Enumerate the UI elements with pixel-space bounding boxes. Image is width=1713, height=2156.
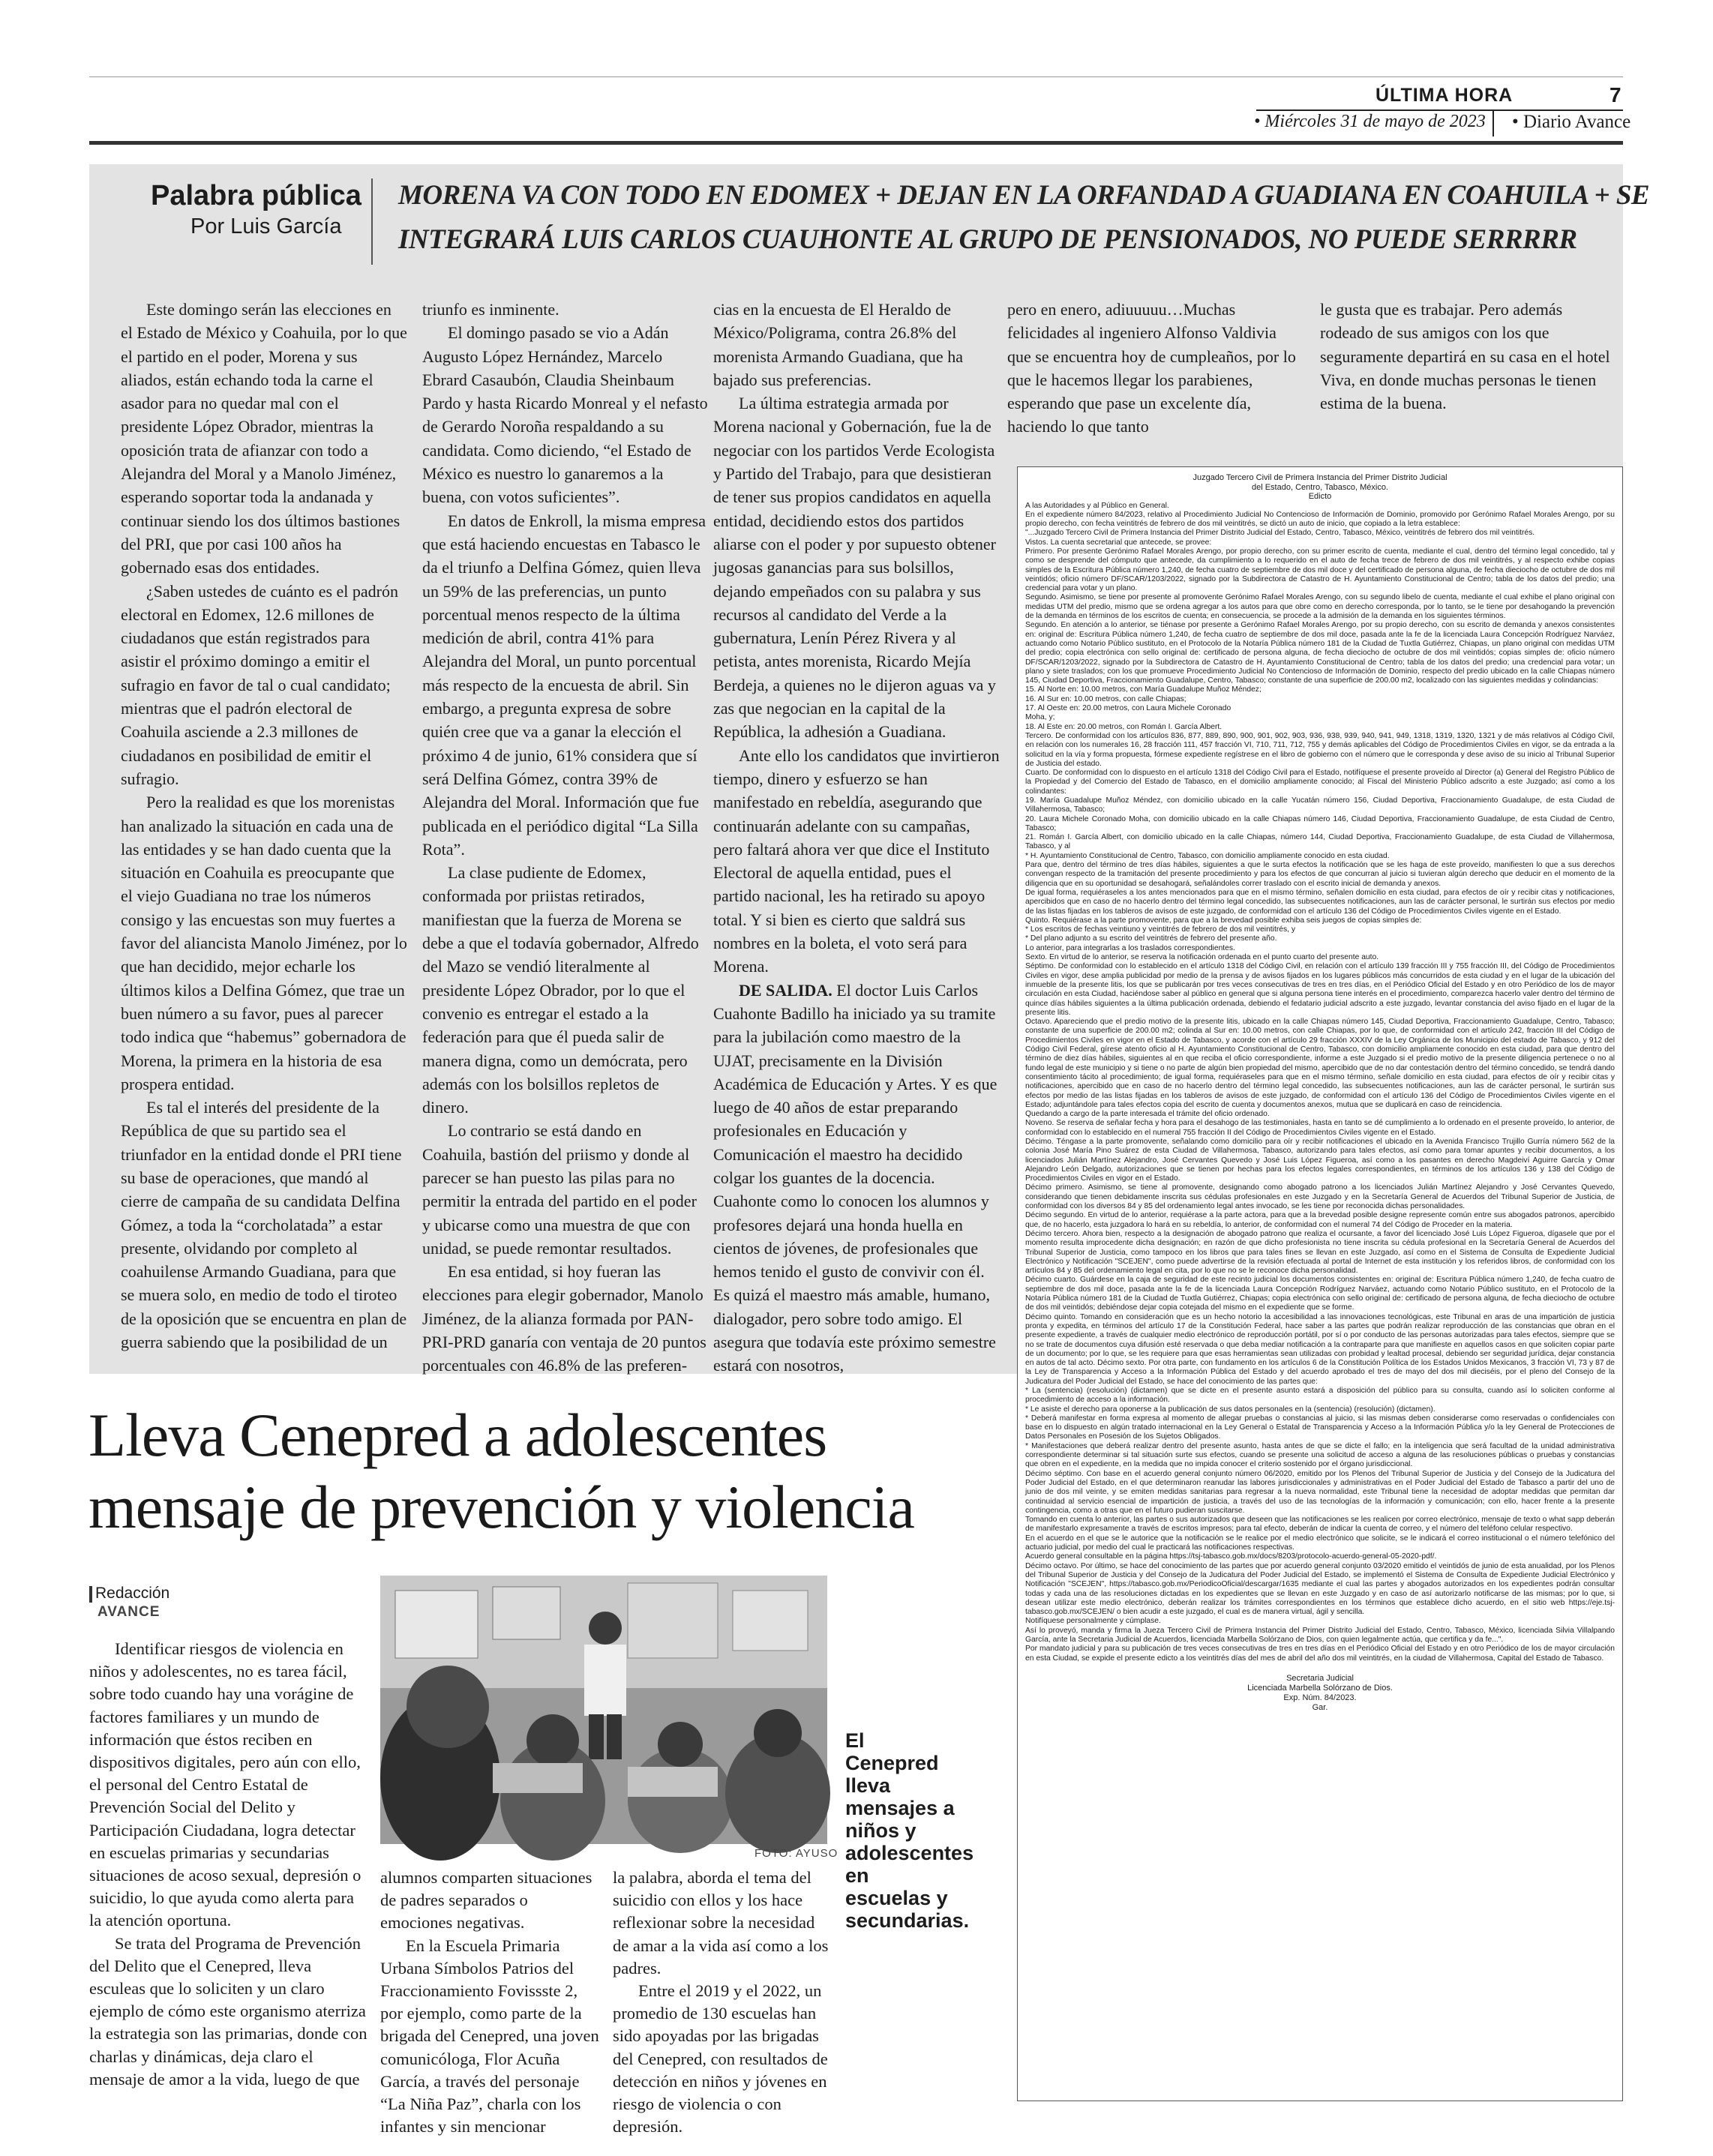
edict-paragraph: Notifíquese personalmente y cúmplase. [1025,1617,1161,1626]
edict-paragraph: Acuerdo general consultable en la página https://tsj-tabasco.gob.mx/docs/8203/protocolo-acuerdo-general-05-2020-pdf/. [1025,1552,1437,1561]
edict-signature: Exp. Núm. 84/2023. [1283,1693,1357,1702]
paragraph: La última estrategia armada por Morena nacional y Gobernación, fue la de negociar con los partidos Verde Ecologista y Partido del Trabajo, para que desistieran de tener sus propios candidatos en aquella entidad, decidiendo estos dos partidos aliarse con el poder y por supuesto obtener jugosas ganancias para sus bolsillos, dejando empeñados con su palabra y sus recursos al candidato del Verde a la gubernatura, Lenín Pérez Rivera y al petista, antes morenista, Ricardo Mejía Berdeja, a quienes no le dijeron aguas va y zas que negocian en la capital de la República, la adhesión a Guadiana. [713,394,996,742]
column-text-col2 [422,298,709,1375]
edict-paragraph: Segundo. Asimismo, se tiene por presente al promovente Gerónimo Rafael Morales Arengo, con su segundo libelo de cuenta, mediante el cual exhibe el plano original con medidas UTM del predio, mismo que se ordena agregar a los autos para que obre como en derecho corresponda, por lo tanto, se le tiene por desahogando la prevención de la demanda en términos de los escritos de cuenta; en consecuencia, se procede a la admisión de la demanda en los siguientes términos. [1025,593,1615,621]
paragraph: Pero la realidad es que los morenistas han analizado la situación en cada una de las entidades y se han dado cuenta que la situación en Coahuila es preocupante que el viejo Guadiana no trae los números consigo y las encuestas son muy fuertes a favor del aliancista Manolo Jiménez, por lo que han decidido, mejor echarle los últimos kilos a Delfina Gómez, que trae un buen número a su favor, pues al parecer todo indica que “habemus” gobernadora de Morena, la primera en la historia de esa prospera entidad. [121,793,407,1093]
paragraph: En datos de Enkroll, la misma empresa que está haciendo encuestas en Tabasco le da el triunfo a Delfina Gómez, quien lleva un 59% de las preferencias, un punto porcentual menos respecto de la última medición de abril, contra 41% para Alejandra del Moral, un punto porcentual más respecto de la encuesta de abril. Sin embargo, a pregunta expresa de sobre quién cree que va a ganar la elección el próximo 4 de junio, 61% considera que sí será Delfina Gómez, contra 39% de Alejandra del Moral. Información que fue publicada en el periódico digital “La Silla Rota”. [422,511,706,859]
column-text-col1 [121,298,407,1363]
byline-bar [89,1586,92,1603]
edict-paragraph: * Los escritos de fechas veintiuno y veintitrés de febrero de dos mil veintitrés, y [1025,925,1295,934]
paragraph: ¿Saben ustedes de cuánto es el padrón electoral en Edomex, 12.6 millones de ciudadanos que están registrados para asistir el próximo domingo a emitir el sufragio en favor de tal o cual candidato; mientras que el padrón electoral de Coahuila asciende a 2.3 millones de ciudadanos en posibilidad de emitir el sufragio. [121,581,398,788]
paragraph: Se trata del Programa de Prevención del Delito que el Cenepred, lleva esculeas que lo soliciten y un claro ejemplo de cómo este organismo aterriza la estrategia son las primarias, donde con charlas y dinámicas, deja claro el mensaje de amor a la vida, luego de que [89,1933,368,2089]
edict-paragraph: 17. Al Oeste en: 20.00 metros, con Laura Michele Coronado [1025,704,1232,713]
edict-paragraph: Para que, dentro del término de tres días hábiles, siguientes a que le surta efectos la notificación que se les haga de este proveído, manifiesten lo que a sus derechos convengan respecto de la tramitación del presente procedimiento y para los efectos de que concurran al juicio si tuvieran algún derecho que deducir en el momento de la diligencia que en su oportunidad se desahogará, señalándoles correr traslado con el escrito inicial de demanda y anexos. [1025,861,1615,888]
edict-paragraph: Segundo. En atención a lo anterior, se tiénase por presente a Gerónimo Rafael Morales Arengo, por su propio derecho, con su escrito de demanda y anexos consistentes en: original de: Escritura Pública número 1,240, de fecha cuatro de septiembre de dos mil doce, pasada ante la fe de la licenciada Laura Concepción Rodríguez Narváez, actuando como Notario Público sustituto, en el Protocolo de la Notaría Pública número 181 de la Ciudad de Tuxtla Gutiérrez, Chiapas, un plano original con medidas UTM del predio; copia electrónica con sello original de: certificado de persona alguna, de fecha dieciocho de octubre de dos mil veintidós; copias simples de: oficio número DF/SCAR/1203/2022, signado por la Subdirectora de Catastro de H. Ayuntamiento Constitucional de Centro; tabla de los datos del predio; una credencial para votar; un plano y siete traslados; con los que promueve Procedimiento Judicial No Contencioso de Información de Dominio, respecto del predio ubicado en la calle Chiapas número 145, Ciudad Deportiva, Fraccionamiento Guadalupe, Centro, Tabasco; constante de una superficie de 200.00 m2, localizado con las siguientes medidas y colindancias: [1025,621,1615,685]
newspaper-name: • Diario Avance [1512,112,1631,132]
edict-paragraph: Tomando en cuenta lo anterior, las partes o sus autorizados que deseen que las notificaciones se les realicen por correo electrónico, mensaje de texto o what sapp deberán de manifestarlo expresamente a través de escritos impresos; para tal efecto, deberán de indicar la cuenta de correo, y el número del teléfono celular respectivo. [1025,1516,1615,1534]
edict-paragraph: Quinto. Requiérase a la parte promovente, para que a la brevedad posible exhiba seis juegos de copias simples de: [1025,916,1422,925]
paragraph: cias en la encuesta de El Heraldo de México/Poligrama, contra 26.8% del morenista Armando Guadiana, que ha bajado sus preferencias. [713,300,963,389]
paragraph: pero en enero, adiuuuuu…Muchas felicidades al ingeniero Alfonso Valdivia que se encuentra hoy de cumpleaños, por lo que le hacemos llegar los parabienes, esperando que pase un excelente día, haciendo lo que tanto [1007,300,1296,436]
edict-paragraph: Noveno. Se reserva de señalar fecha y hora para el desahogo de las testimoniales, hasta en tanto se dé cumplimiento a lo ordenado en el presente proveído, lo anterior, de conformidad con lo establecido en el numeral 755 fracción II del Código de Procedimientos Civiles vigente en el Estado. [1025,1119,1615,1137]
edict-paragraph: Décimo segundo. En virtud de lo anterior, requiérase a la parte actora, para que a la brevedad posible designe represente común entre sus abogados patronos, apercibido que, de no hacerlo, esta juzgadora lo hará en su rebeldía, lo anterior, de conformidad con el numeral 74 del Código de Proceder en la materia. [1025,1211,1615,1229]
photo-credit: FOTO: AYUSO [754,1847,838,1860]
column-headline-line2: INTEGRARÁ LUIS CARLOS CUAUHONTE AL GRUPO DE PENSIONADOS, NO PUEDE SERRRRR [398,224,1577,255]
edict-heading: del Estado, Centro, Tabasco, México. [1251,482,1388,492]
edict-paragraph: En el acuerdo en el que se le autorice que la notificación se le realice por el medio electrónico que solicite, se le indicará el correo institucional o el número telefónico del actuario judicial, por medio del cual le practicará las notificaciones respectivas. [1025,1534,1615,1552]
article-text-col3 [613,1867,833,2137]
paragraph: Ante ello los candidatos que invirtieron tiempo, dinero y esfuerzo se han manifestado en rebeldía, asegurando que continuarán adelante con su campañas, pero faltará ahora ver que dice el Instituto Electoral de aquella entidad, pues el partido nacional, les ha retirado su apoyo total. Y si bien es cierto que saldrá sus nombres en la boleta, el voto será para Morena. [713,745,1000,976]
edict-paragraph: Por mandato judicial y para su publicación de tres veces consecutivas de tres en tres días en el Periódico Oficial del Estado y en otro Periódico de los de mayor circulación en esta Ciudad, se expide el presente edicto a los veintitrés días del mes de abril del año dos mil veintitrés, en la ciudad de Villahermosa, Capital del Estado de Tabasco. [1025,1645,1615,1663]
edict-paragraph: 18. Al Este en: 20.00 metros, con Román I. García Albert. [1025,722,1222,731]
edict-paragraph: En el expediente número 84/2023, relativo al Procedimiento Judicial No Contencioso de Información de Dominio, promovido por Gerónimo Rafael Morales Arengo, por su propio derecho, con fecha veintitrés de febrero de dos mil veintitrés, se dictó un auto de inicio, que copiado a la letra establece: [1025,510,1615,529]
edict-paragraph: Décimo. Téngase a la parte promovente, señalando como domicilio para oír y recibir notificaciones el ubicado en la Avenida Francisco Trujillo Gurría número 562 de la colonia José María Pino Suárez de esta Ciudad de Villahermosa, Tabasco, autorizando para tales efectos, así como para tomar apuntes y recibir documentos, a los licenciados Julián Martínez Alejandro, José Cervantes Quevedo y José Luis López Figueroa, así como a los pasantes en derecho Magdeiví Aguirre García y Omar Alejandro León Delgado, autorizaciones que se tienen por hechas para los efectos legales correspondientes, en términos de los artículos 136 y 138 del Código de Procedimientos Civiles en vigor en el Estado. [1025,1137,1615,1183]
edict-paragraph: Octavo. Apareciendo que el predio motivo de la presente litis, ubicado en la calle Chiapas número 145, Ciudad Deportiva, Fraccionamiento Guadalupe, Centro, Tabasco; constante de una superficie de 200.00 m2; colinda al Sur en: 10.00 metros, con calle Chiapas, por lo que, de conformidad con el artículo 242, fracción III del Código de Procedimientos Civiles en vigor en el Estado de Tabasco, y acorde con el artículo 29 fracción XXXIV de la Ley Orgánica de los Municipio del estado de Tabasco, y 912 del Código Civil Federal, gírese atento oficio al H. Ayuntamiento Constitucional de Centro, Tabasco, con domicilio ampliamente conocido en esta ciudad, para que dentro del término de diez días hábiles, siguientes al en que reciba el oficio correspondiente, informe a este Juzgado si el predio motivo de la presente diligencia pertenece o no al fundo legal de este municipio y si tiene o no parte de algún bien propiedad del mismo, apercibido que de no dar contestación dentro del término concedido, se tendrá dando consentimiento tácito al procedimiento; de igual forma, requiéraseles para que en el mismo término, señale domicilio en esta ciudad, para efectos de oír y recibir citas y notificaciones, apercibido que en caso de no hacerlo dentro del término legal concedido, las subsecuentes notificaciones, aun las de carácter personal, le surtirán sus efectos por medio de las listas fijadas en los tableros de avisos de este juzgado, de conformidad con el artículo 136 del Código de Procedimientos Civiles vigente en el Estado; adjuntándole para tales efectos copia del escrito de cuenta y documentos anexos, mutua que se duplicará en caso de reincidencia. [1025,1018,1615,1109]
paragraph: Lo contrario se está dando en Coahuila, bastión del priismo y donde al parecer se han puesto las pilas para no permitir la entrada del partido en el poder y ubicarse como una muestra de que con unidad, se puede remontar resultados. [422,1121,697,1258]
article-headline-line2: mensaje de prevención y violencia [88,1473,914,1541]
article-byline-source: AVANCE [98,1604,160,1620]
edict-heading: Juzgado Tercero Civil de Primera Instancia del Primer Distrito Judicial [1192,473,1448,482]
edict-paragraph: 16. Al Sur en: 10.00 metros, con calle Chiapas; [1025,694,1186,703]
edict-paragraph: A las Autoridades y al Público en General. [1025,501,1169,510]
paragraph: Entre el 2019 y el 2022, un promedio de 130 escuelas han sido apoyadas por las brigadas del Cenepred, con resultados de detección en niños y jóvenes en riesgo de violencia o con depresión. [613,1981,828,2137]
paragraph: Es tal el interés del presidente de la República de que su partido sea el triunfador en la entidad donde el PRI tiene su base de operaciones, que mandó al cierre de campaña de su candidata Delfina Gómez, a toda la “corcholatada” a estar presente, olvidando por completo al coahuilense Armando Guadiana, para que se muera solo, en medio de todo el tiroteo de la oposición que se encuentra en plan de guerra sabiendo que la posibilidad de un [121,1098,407,1352]
article-text-col1 [89,1638,368,2103]
edict-paragraph: * H. Ayuntamiento Constitucional de Centro, Tabasco, con domicilio ampliamente conocido en esta ciudad. [1025,851,1390,860]
paragraph: El domingo pasado se vio a Adán Augusto López Hernández, Marcelo Ebrard Casaubón, Claudia Sheinbaum Pardo y hasta Ricardo Monreal y el nefasto de Gerardo Noroña respaldando a su candidata. Como diciendo, “el Estado de México es nuestro lo ganaremos a la buena, con votos suficientes”. [422,323,708,507]
header-divider [1492,109,1494,136]
edict-paragraph: Sexto. En virtud de lo anterior, se reserva la notificación ordenada en el punto cuarto del presente auto. [1025,953,1379,962]
section-label: ÚLTIMA HORA [1376,85,1514,106]
edict-title: Edicto [1308,492,1332,501]
column-text-col5 [1320,298,1616,448]
column-title-divider [371,178,373,265]
edict-body [1025,502,1615,1663]
column-text-col4 [1007,298,1300,448]
header-thick-rule [89,141,1623,145]
top-thin-rule [89,76,1623,77]
paragraph: Este domingo serán las elecciones en el Estado de México y Coahuila, por lo que el partido en el poder, Morena y sus aliados, están echando toda la carne el asador para no quedar mal con el presidente López Obrador, mientras la oposición trata de afianzar con todo a Alejandra del Moral y a Manolo Jiménez, esperando soportar toda la andanada y continuar siendo los dos últimos bastiones del PRI, que por casi 100 años ha gobernado esas dos entidades. [121,300,407,577]
edict-paragraph: Décimo primero. Asimismo, se tiene al promovente, designando como abogado patrono a los licenciados Julián Martínez Alejandro y José Cervantes Quevedo, considerando que tienen debidamente inscrita sus cédulas profesionales en este Juzgado y en la Secretaría General de Acuerdos del Tribunal Superior de Justicia, de conformidad con los diversos 84 y 85 del ordenamiento legal antes invocado, se les tiene por reconocida dichas personalidades. [1025,1183,1615,1211]
paragraph-de-salida [713,979,1002,1378]
edict-paragraph: "...Juzgado Tercero Civil de Primera Instancia del Primer Distrito Judicial del Estado, Centro, Tabasco, México, veintitrés de febrero dos mil veintitrés. [1025,529,1535,538]
edict-signature: Secretaria Judicial [1286,1673,1354,1683]
paragraph: triunfo es inminente. [422,300,560,319]
edict-paragraph: Así lo proveyó, manda y firma la Jueza Tercero Civil de Primera Instancia del Primer Distrito Judicial del Estado, Centro, Tabasco, México, licenciada Silvia Villalpando García, ante la Secretaria Judicial de Acuerdos, licenciada Marbella Solórzano de Dios, con quien legalmente actúa, que certifica y da fe...". [1025,1626,1615,1645]
paragraph: En la Escuela Primaria Urbana Símbolos Patrios del Fraccionamiento Fovissste 2, por ejemplo, como parte de la brigada del Cenepred, una joven comunicóloga, Flor Acuña García, a través del personaje “La Niña Paz”, charla con los infantes y sin mencionar [380,1936,599,2137]
paragraph: Identificar riesgos de violencia en niños y adolescentes, no es tarea fácil, sobre todo cuando hay una vorágine de factores familiares y un mundo de información que éstos reciben en dispositivos digitales, pero aún con ello, el personal del Centro Estatal de Prevención Social del Delito y Participación Ciudadana, logra detectar en escuelas primarias y secundarias situaciones de acoso sexual, depresión o suicidio, lo que ayuda como alerta para la atención oportuna. [89,1639,362,1930]
page-number: 7 [1610,83,1622,106]
legal-edict-box [1017,466,1623,2101]
edict-paragraph: Décimo cuarto. Guárdese en la caja de seguridad de este recinto judicial los documentos consistentes en: original de: Escritura Pública número 1,240, de fecha cuatro de septiembre de dos mil doce, pasada ante la fe de la licenciada Laura Concepción Rodríguez Narváez, actuando como Notario Público sustituto, en el Protocolo de la Notaría Pública número 181 de la Ciudad de Tuxtla Gutiérrez, Chiapas; copia electrónica con sello original de: certificado de persona alguna, de fecha dieciocho de octubre de dos mil veintidós; debiéndose dejar copia cotejada del mismo en el expediente que se forme. [1025,1276,1615,1312]
edict-paragraph: Lo anterior, para integrarlas a los traslados correspondientes. [1025,943,1235,952]
issue-date: • Miércoles 31 de mayo de 2023 [1254,112,1486,131]
edict-paragraph: De igual forma, requiéraseles a los antes mencionados para que en el mismo término, señalen domicilio en esta ciudad, para efectos de oír y recibir citas y notificaciones, apercibidos que en caso de no hacerlo dentro del término legal concedido, las subsecuentes notificaciones, aun las de carácter personal, le surtirán sus efectos por medio de las listas fijadas en los tableros de avisos de este juzgado, de conformidad con el artículo 136 del Código de Procedimientos Civiles vigente en el Estado. [1025,888,1615,916]
edict-paragraph: * Le asiste el derecho para oponerse a la publicación de sus datos personales en la (sentencia) (resolución) (dictamen). [1025,1405,1436,1414]
edict-paragraph: Séptimo. De conformidad con lo establecido en el artículo 1318 del Código Civil, en relación con el artículo 139 fracción III y 755 fracción III, del Código de Procedimientos Civiles en vigor, dese amplia publicidad por medio de la prensa y de avisos fijados en los lugares públicos más concurridos de esta ciudad y en el lugar de la ubicación del inmueble de la presente litis, los que se publicarán por tres veces consecutivas de tres en tres días, en el Periódico Oficial del Estado y en otro Periódico de los de mayor circulación en esta Ciudad, haciéndose saber al público en general que si alguna persona tiene interés en el procedimiento, comparezca hacerlo valer dentro del término de quince días hábiles siguientes a la última publicación ordenada, debiendo el fedatario judicial adscrito a este juzgado, levantar constancia del aviso fijado en el lugar de la presente litis. [1025,962,1615,1017]
classroom-photo-illustration [380,1576,827,1844]
paragraph: la palabra, aborda el tema del suicidio con ellos y los hace reflexionar sobre la necesidad de amar a la vida así como a los padres. [613,1868,829,1978]
article-photo [380,1576,827,1844]
article-byline: Redacción [95,1585,170,1602]
column-title: Palabra pública [151,180,362,211]
edict-paragraph: Décimo séptimo. Con base en el acuerdo general conjunto número 06/2020, emitido por los Plenos del Tribunal Superior de Justicia y del Consejo de la Judicatura del Poder Judicial del Estado, en el que determinaron reanudar las labores jurisdiccionales y administrativas en el Poder Judicial del Estado de Tabasco a partir del uno de junio de dos mil veinte, y se emiten medidas sanitarias para regresar a la nueva normalidad, este Tribunal tiene la necesidad de adoptar medidas que permitan dar continuidad al servicio esencial de impartición de justicia, a través del uso de las tecnologías de la información y comunicación; con ello, hacer frente a la presente contingencia, como a otras que en el futuro pudieran suscitarse. [1025,1469,1615,1515]
article-text-col2 [380,1867,602,2137]
edict-paragraph: * Deberá manifestar en forma expresa al momento de allegar pruebas o constancias al juicio, si las mismas deben considerarse como reservadas o confidenciales con base en lo dispuesto en algún tratado internacional en la Ley General o Estatal de Transparencia y Acceso a la Información Pública y/o la ley General de Protecciones de Datos Personales en Posesión de los Sujetos Obligados. [1025,1414,1615,1441]
edict-paragraph: Décimo quinto. Tomando en consideración que es un hecho notorio la accesibilidad a las innovaciones tecnológicas, este Tribunal en aras de una impartición de justicia pronta y expedita, en términos del artículo 17 de la Constitución Federal, hace saber a las partes que podrán realizar reproducción de las constancias que obran en el presente expediente, a través de cualquier medio electrónico de reproducción portátil, por sí o por conducto de las personas autorizadas para tales efectos, siempre que se no se trate de documentos cuya difusión esté reservada o que deba mediar notificación a la contraparte para que manifieste en aquellos casos en que soliciten copiar parte de un documento; por lo que, se les requiere para que esas herramientas sean utilizadas con probidad y lealtad procesal, debiendo ser seguridad jurídica, dejar constancia en autos de tal acto. Décimo sexto. Por otra parte, con fundamento en los artículos 6 de la Constitución Política de los Estados Unidos Mexicanos, 3 fracción VI, 73 y 87 de la Ley de Transparencia y Acceso a la Información Pública del Estado y del acuerdo aprobado el tres de mayo del dos mil dieciséis, por el pleno del Consejo de la Judicatura del Poder Judicial del Estado, se hace del conocimiento de las partes que: [1025,1312,1615,1386]
edict-paragraph: Décimo tercero. Ahora bien, respecto a la designación de abogado patrono que realiza el ocursante, a favor del licenciado José Luis López Figueroa, dígasele que por el momento resulta improcedente dicha designación; en razón de que dicho profesionista no tiene inscrita su cédula profesional en la Secretaría General de Acuerdos del Tribunal Superior de Justicia, como tampoco en los libros que para tales fines se llevan en este Juzgado, así como en el Sistema de Consulta de Expediente Judicial Electrónico y Notificación "SCEJEN", como puede advertirse de la revisión efectuada al portal de Internet de esta institución y los referidos libros, de conformidad con los artículos 84 y 85 del ordenamiento legal en cita, por lo que no se le reconoce dicha personalidad. [1025,1229,1615,1276]
edict-paragraph: 19. María Guadalupe Muñoz Méndez, con domicilio ubicado en la calle Yucatán número 156, Ciudad Deportiva, Fraccionamiento Guadalupe, de esta Ciudad de Villahermosa, Tabasco; [1025,796,1615,814]
edict-signature: Gar. [1312,1702,1328,1712]
edict-paragraph: Quedando a cargo de la parte interesada el trámite del oficio ordenado. [1025,1110,1270,1119]
edict-paragraph: 20. Laura Michele Coronado Moha, con domicilio ubicado en la calle Chiapas número 146, Ciudad Deportiva, Fraccionamiento Guadalupe, de esta Ciudad de Centro, Tabasco; [1025,814,1615,832]
article-headline-line1: Lleva Cenepred a adolescentes [88,1401,827,1469]
de-salida-label: DE SALIDA. [739,980,832,1000]
edict-paragraph: * Del plano adjunto a su escrito del veintitrés de febrero del presente año. [1025,934,1277,943]
edict-paragraph: Décimo octavo. Por último, se hace del conocimiento de las partes que por acuerdo general conjunto 03/2020 emitido el veintidós de junio de esta anualidad, por los Plenos del Tribunal Superior de Justicia y del Consejo de la Judicatura del Poder Judicial del Estado, se implementó el Sistema de Consulta de Expediente Judicial Electrónico y Notificación "SCEJEN", https://tabasco.gob.mx/PeriodicoOficial/descargar/1635 mediante el cual las partes y abogados autorizados en los expedientes podrán consultar todas y cada una de las resoluciones dictadas en los expedientes que se llevan en este Juzgado y en caso de así autorizarlo notificarse de las mismas; por lo que, si desean utilizar este medio electrónico, deberán realizar los trámites correspondientes en los términos que establece dicho acuerdo, en el sitio web https://eje.tsj-tabasco.gob.mx/SCEJEN/ o bien acudir a este juzgado, el cual es de manera virtual, ágil y sencilla. [1025,1561,1615,1617]
column-author: Por Luis García [190,214,342,238]
de-salida-text: El doctor Luis Carlos Cuahonte Badillo ha iniciado ya su tramite para la jubilación como maestro de la UJAT, precisamente en la División Académica de Educación y Artes. Y es que luego de 40 años de estar preparando profesionales en Educación y Comunicación el maestro ha decidido colgar los guantes de la docencia. Cuahonte como lo conocen los alumnos y profesores dejará una honda huella en cientos de jóvenes, de profesionales que hemos tenido el gusto de convivir con él. Es quizá el maestro más amable, humano, dialogador, pero sobre todo amigo. El asegura que todavía este próximo semestre estará con nosotros, [713,980,998,1375]
column-text-col3 [713,298,1002,1375]
edict-paragraph: Tercero. De conformidad con los artículos 836, 877, 889, 890, 900, 901, 902, 903, 936, 938, 939, 940, 941, 949, 1318, 1319, 1320, 1321 y de más relativos al Código Civil, en relación con los numerales 16, 28 fracción 111, 457 fracción VI, 710, 711, 712, 755 y demás aplicables del Código de Procedimientos Civiles en vigor, se da entrada a la solicitud en la vía y forma propuesta, fórmese expediente regístrese en el libro de gobierno con el número que le corresponda y dese aviso de su inicio al Tribunal Superior de Justicia del estado. [1025,731,1615,768]
edict-paragraph: Primero. Por presente Gerónimo Rafael Morales Arengo, por propio derecho, con su primer escrito de cuenta, mediante el cual, dentro del término legal concedido, tal y como se desprende del cómputo que antecede, da cumplimiento a lo requerido en el auto de fecha trece de febrero de dos mil veintitrés, y al respecto exhibe copias simples de la Escritura Pública número 1,240, de fecha cuatro de septiembre de dos mil doce y del certificado de persona alguna, de fecha dieciocho de octubre de dos mil veintidós; oficio número DF/SCAR/1203/2022, signado por la Subdirectora de Catastro de H. Ayuntamiento Constitucional de Centro; tabla de los datos del predio; una credencial para votar y un plano. [1025,547,1615,593]
edict-paragraph: Cuarto. De conformidad con lo dispuesto en el artículo 1318 del Código Civil para el Estado, notifíquese el presente proveído al Director (a) General del Registro Público de la Propiedad y del Comercio del Estado de Tabasco, en el domicilio ampliamente conocido; al Fiscal del Ministerio Público adscrito a este Juzgado; así como a los colindantes: [1025,769,1615,796]
paragraph: alumnos comparten situaciones de padres separados o emociones negativas. [380,1868,592,1933]
paragraph: La clase pudiente de Edomex, conformada por priistas retirados, manifiestan que la fuerza de Morena se debe a que el todavía gobernador, Alfredo del Mazo se vendió literalmente al presidente López Obrador, por lo que el convenio es entregar el estado a la federación para que él pueda salir de manera digna, como un demócrata, pero además con los bolsillos repletos de dinero. [422,863,699,1117]
paragraph: En esa entidad, si hoy fueran las elecciones para elegir gobernador, Manolo Jiménez, de la alianza formada por PAN-PRI-PRD ganaría con ventaja de 20 puntos porcentuales con 46.8% de las preferen- [422,1262,706,1375]
edict-paragraph: * Manifestaciones que deberá realizar dentro del presente asunto, hasta antes de que se dicte el fallo; en la inteligencia que será facultad de la unidad administrativa correspondiente determinar si tal situación surte sus efectos, cuando se presente una solicitud de acceso a alguna de las resoluciones públicas o pruebas y constancias que obren en el expediente, en la medida que no impida conocer el criterio sostenido por el órgano jurisdiccional. [1025,1441,1615,1469]
edict-paragraph: 15. Al Norte en: 10.00 metros, con María Guadalupe Muñoz Méndez; [1025,685,1262,694]
edict-paragraph: Vistos. La cuenta secretarial que antecede, se provee: [1025,538,1212,547]
column-headline-line1: MORENA VA CON TODO EN EDOMEX + DEJAN EN LA ORFANDAD A GUADIANA EN COAHUILA + SE [398,180,1650,211]
header-rule [1256,109,1623,111]
paragraph: le gusta que es trabajar. Pero además rodeado de sus amigos con los que seguramente departirá en su casa en el hotel Viva, en donde muchas personas le tienen estima de la buena. [1320,300,1610,413]
edict-paragraph: * La (sentencia) (resolución) (dictamen) que se dicte en el presente asunto estará a disposición del público para su consulta, cuando así lo soliciten conforme al procedimiento de acceso a la información. [1025,1387,1615,1405]
photo-caption: El Cenepred lleva mensajes a niños y adolescentes en escuelas y secundarias. [845,1729,974,1932]
edict-paragraph: 21. Román I. García Albert, con domicilio ubicado en la calle Chiapas, número 144, Ciudad Deportiva, Fraccionamiento Guadalupe, de esta Ciudad de Villahermosa, Tabasco, y al [1025,833,1615,851]
edict-signature: Licenciada Marbella Solórzano de Dios. [1247,1683,1393,1693]
edict-paragraph: Moha, y; [1025,713,1055,722]
